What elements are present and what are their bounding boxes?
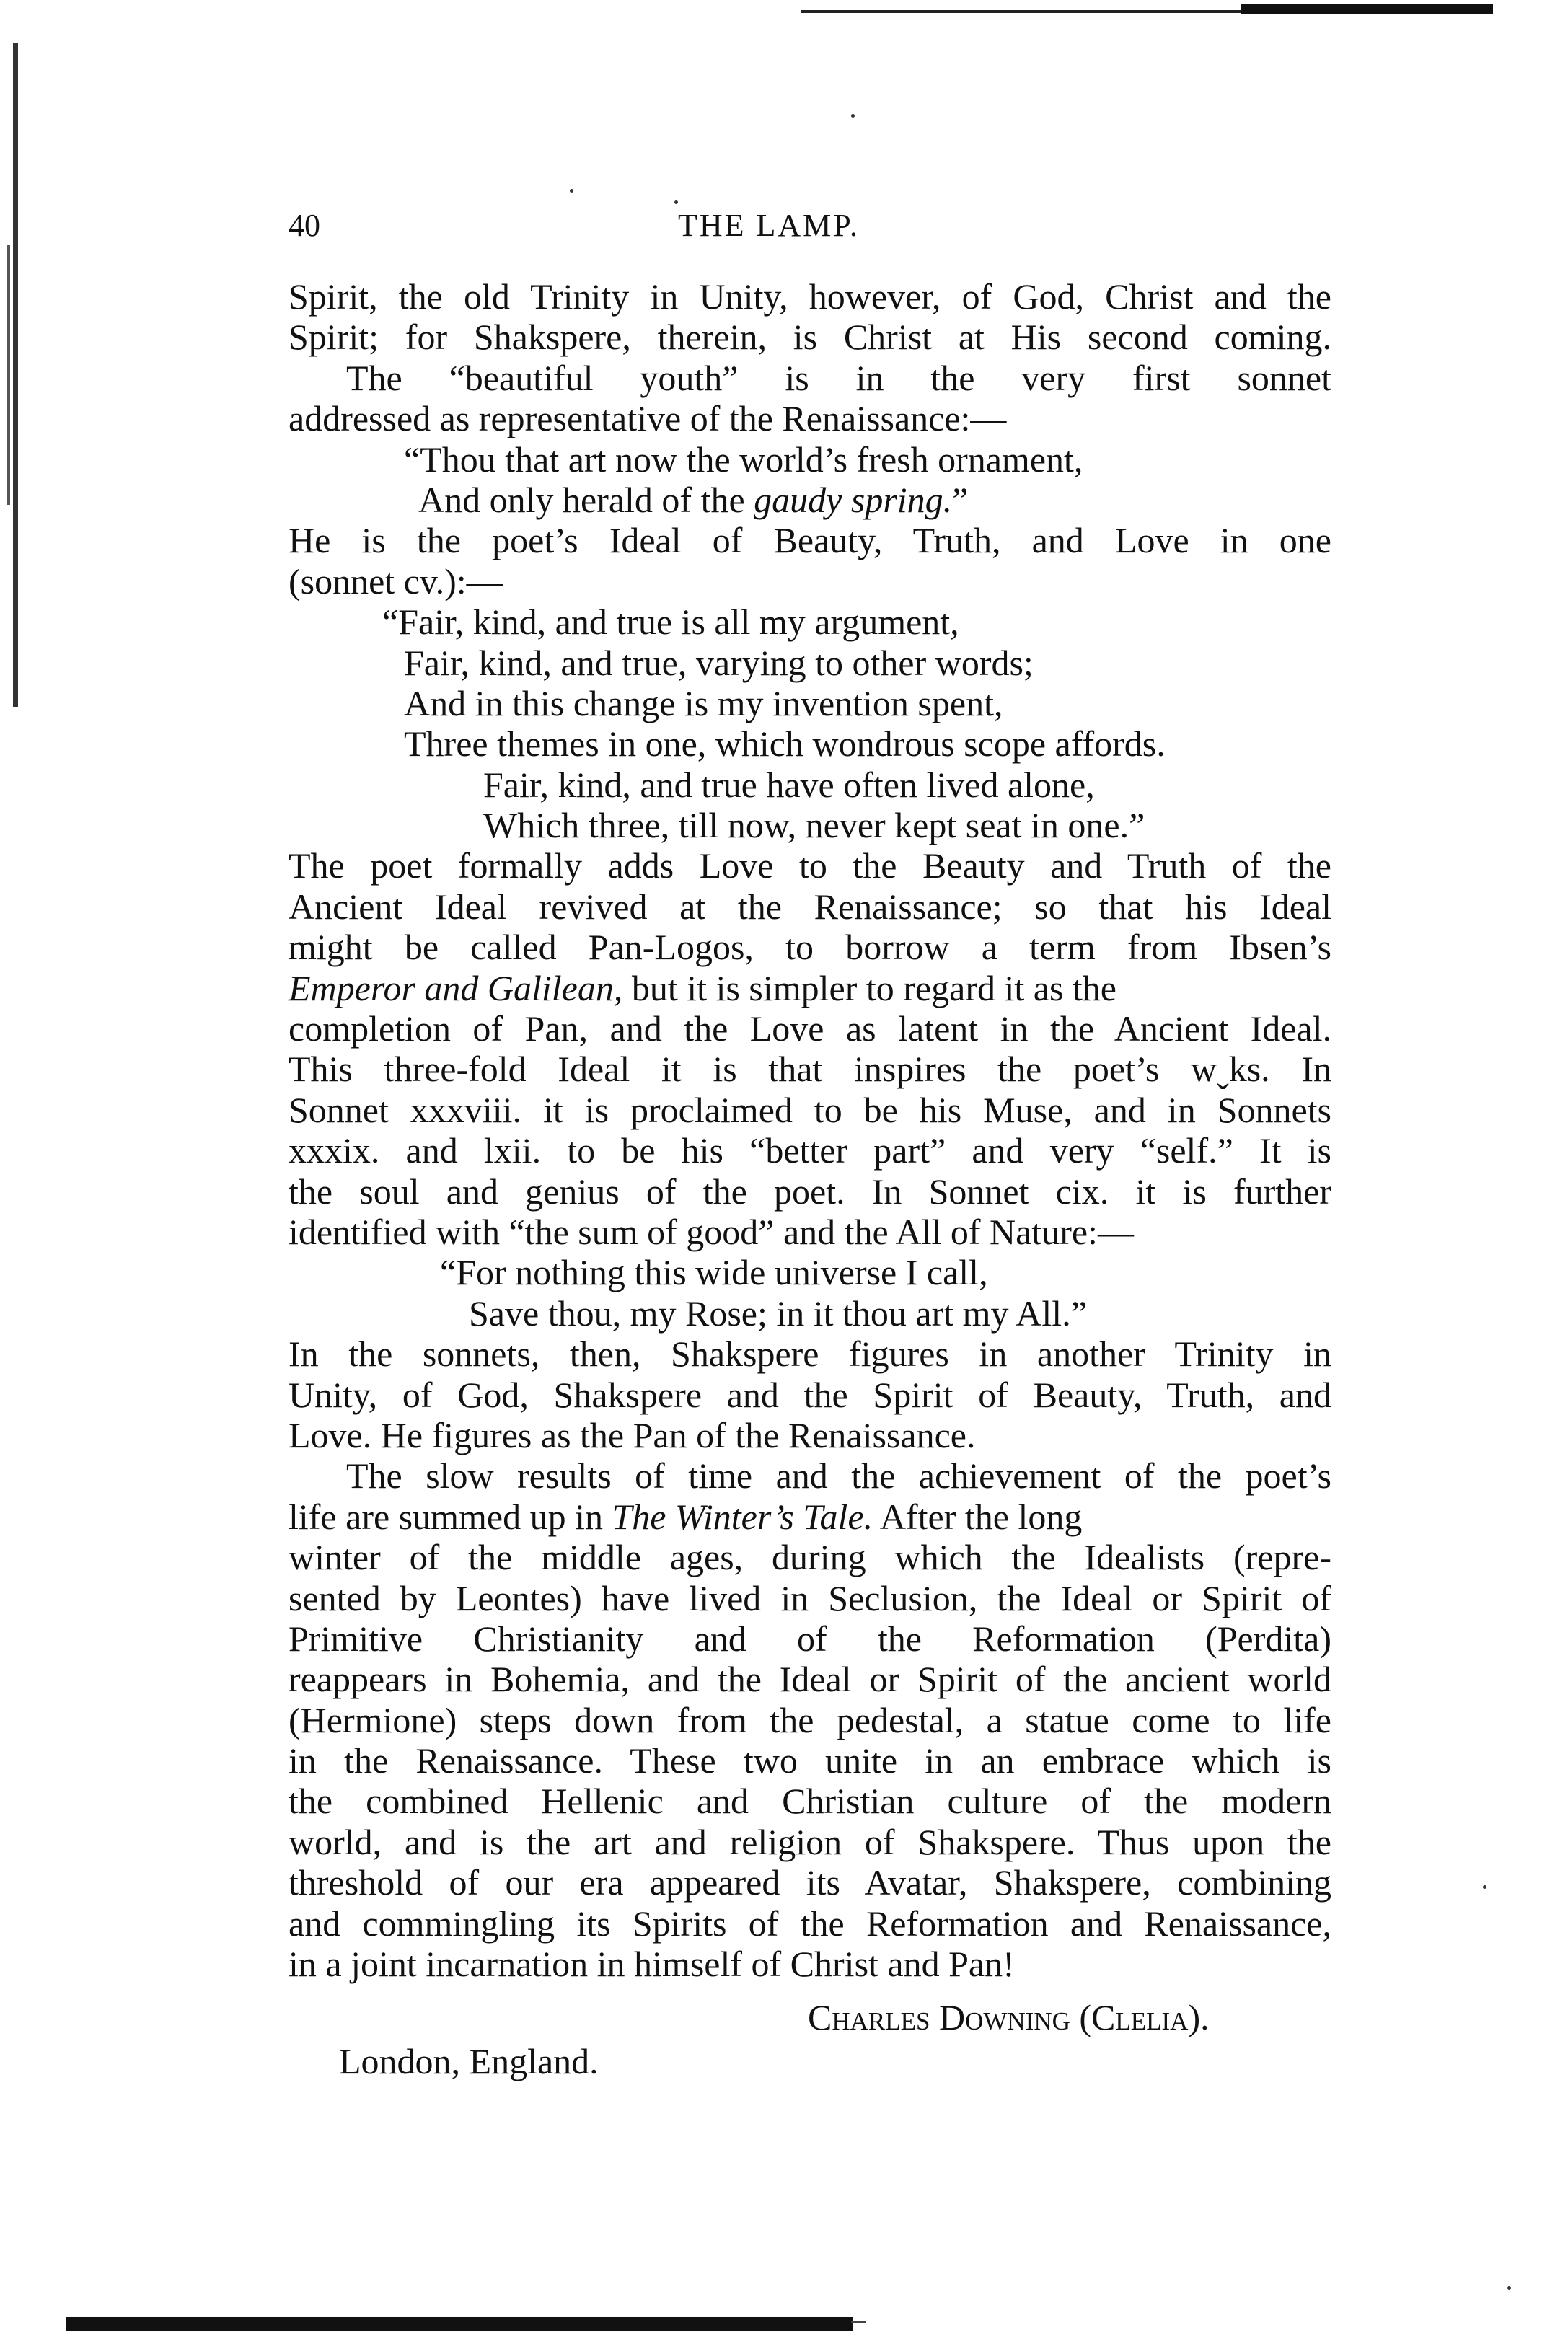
italic-text: gaudy spring. bbox=[754, 479, 953, 520]
text-run: And only herald of the bbox=[418, 479, 754, 520]
verse-line: “Fair, kind, and true is all my argument, bbox=[382, 601, 959, 643]
text-line: winter of the middle ages, during which the Idealists (repre- bbox=[289, 1537, 1331, 1578]
scan-edge-mark bbox=[13, 43, 18, 707]
scan-speck bbox=[1507, 2286, 1511, 2290]
text-line: He is the poet’s Ideal of Beauty, Truth, and Love in one bbox=[289, 520, 1331, 561]
text-line: threshold of our era appeared its Avatar, Shakspere, combining bbox=[289, 1862, 1331, 1903]
text-line: completion of Pan, and the Love as latent in the Ancient Ideal. bbox=[289, 1008, 1331, 1049]
verse-line: Which three, till now, never kept seat in one.” bbox=[483, 805, 1145, 846]
text-line: might be called Pan-Logos, to borrow a term from Ibsen’s bbox=[289, 927, 1331, 968]
scan-speck bbox=[851, 114, 855, 118]
author-signature: Charles Downing (Clelia). bbox=[808, 1997, 1210, 2038]
text-line: Love. He figures as the Pan of the Renaissance. bbox=[289, 1414, 976, 1455]
text-line: Primitive Christianity and of the Reformation (Perdita) bbox=[289, 1618, 1331, 1659]
text-line: addressed as representative of the Renaissance:— bbox=[289, 398, 1007, 439]
italic-text: The Winter’s Tale. bbox=[612, 1496, 873, 1537]
text-line: In the sonnets, then, Shakspere figures in another Trinity in bbox=[289, 1334, 1331, 1375]
text-line: in the Renaissance. These two unite in an embrace which is bbox=[289, 1740, 1331, 1781]
text-line: (sonnet cv.):— bbox=[289, 560, 503, 601]
bottom-rule-tail bbox=[851, 2321, 866, 2323]
text-line: (Hermione) steps down from the pedestal, a statue come to life bbox=[289, 1699, 1331, 1740]
scan-speck bbox=[674, 200, 678, 204]
text-line: Spirit, the old Trinity in Unity, however, of God, Christ and the bbox=[289, 276, 1331, 317]
text-line: The poet formally adds Love to the Beauty and Truth of the bbox=[289, 845, 1331, 886]
text-line: Unity, of God, Shakspere and the Spirit of Beauty, Truth, and bbox=[289, 1374, 1331, 1415]
text-run: but it is simpler to regard it as the bbox=[622, 967, 1116, 1008]
text-line bbox=[289, 1497, 1331, 1537]
text-line: identified with “the sum of good” and the All of Nature:— bbox=[289, 1211, 1134, 1252]
body-text bbox=[289, 276, 1331, 2081]
text-line: Ancient Ideal revived at the Renaissance; so that his Ideal bbox=[289, 886, 1331, 927]
scan-speck bbox=[570, 189, 573, 193]
verse-line: “For nothing this wide universe I call, bbox=[440, 1252, 988, 1293]
page-header bbox=[289, 207, 1370, 250]
italic-text: Emperor and Galilean, bbox=[289, 967, 623, 1008]
top-rule-thick bbox=[1241, 4, 1493, 14]
text-line: The “beautiful youth” is in the very first sonnet bbox=[346, 357, 1331, 398]
verse-line: “Thou that art now the world’s fresh ornament, bbox=[404, 438, 1083, 480]
text-line: the soul and genius of the poet. In Sonnet cix. it is further bbox=[289, 1171, 1331, 1212]
verse-line: And in this change is my invention spent, bbox=[404, 682, 1003, 723]
text-line: Spirit; for Shakspere, therein, is Christ at His second coming. bbox=[289, 317, 1331, 358]
text-line: xxxix. and lxii. to be his “better part” and very “self.” It is bbox=[289, 1130, 1331, 1171]
verse-line bbox=[289, 480, 1331, 520]
place-line: London, England. bbox=[339, 2040, 599, 2081]
verse-line: Fair, kind, and true, varying to other words; bbox=[404, 642, 1034, 683]
text-line: This three-fold Ideal it is that inspires the poet’s wˬks. In bbox=[289, 1049, 1331, 1090]
text-line: reappears in Bohemia, and the Ideal or Spirit of the ancient world bbox=[289, 1659, 1331, 1700]
running-head: THE LAMP. bbox=[678, 208, 860, 243]
text-line: world, and is the art and religion of Shakspere. Thus upon the bbox=[289, 1821, 1331, 1862]
text-line bbox=[289, 968, 1331, 1008]
text-run: life are summed up in bbox=[289, 1496, 612, 1537]
text-run: ” bbox=[952, 479, 969, 520]
verse-line: Three themes in one, which wondrous scope affords. bbox=[404, 723, 1166, 764]
bottom-rule bbox=[66, 2317, 853, 2331]
verse-line: Save thou, my Rose; in it thou art my All.” bbox=[469, 1292, 1087, 1334]
text-line: the combined Hellenic and Christian culture of the modern bbox=[289, 1781, 1331, 1822]
page-number: 40 bbox=[289, 208, 320, 243]
text-line: The slow results of time and the achievement of the poet’s bbox=[346, 1455, 1331, 1497]
scan-speck bbox=[1483, 1885, 1486, 1889]
scan-edge-mark bbox=[7, 245, 10, 505]
text-line: Sonnet xxxviii. it is proclaimed to be his Muse, and in Sonnets bbox=[289, 1089, 1331, 1130]
verse-line: Fair, kind, and true have often lived alone, bbox=[483, 764, 1095, 805]
text-line: in a joint incarnation in himself of Christ and Pan! bbox=[289, 1944, 1015, 1985]
text-line: sented by Leontes) have lived in Seclusion, the Ideal or Spirit of bbox=[289, 1577, 1331, 1618]
text-line: and commingling its Spirits of the Reformation and Renaissance, bbox=[289, 1903, 1331, 1944]
text-run: After the long bbox=[873, 1496, 1083, 1537]
